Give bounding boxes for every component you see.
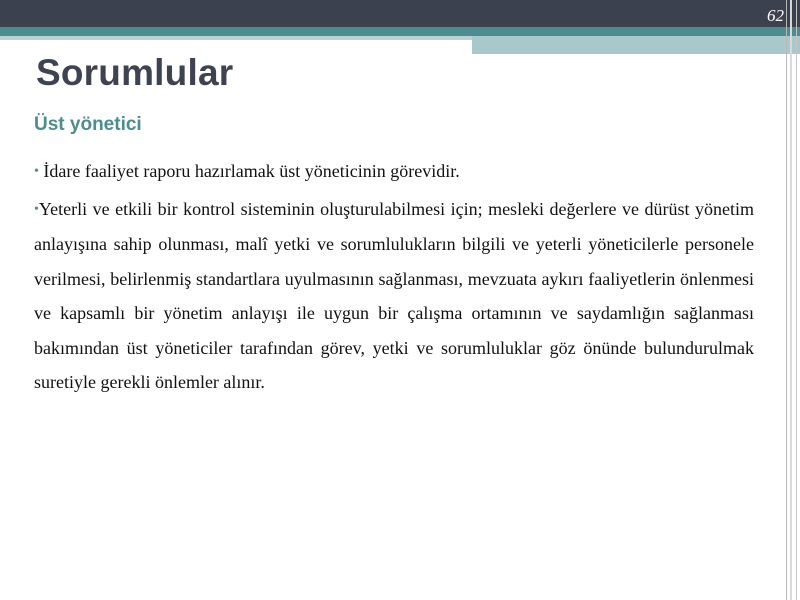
decorative-line [786, 0, 787, 600]
decorative-line [790, 0, 792, 600]
bullet-text: İdare faaliyet raporu hazırlamak üst yöneticinin görevidir. [38, 161, 460, 181]
bullet-icon: • [34, 201, 39, 217]
bullet-item [34, 154, 754, 190]
slide-subtitle: Üst yönetici [34, 114, 142, 135]
bullet-text: Yeterli ve etkili bir kontrol sisteminin oluşturulabilmesi için; mesleki değerlere ve dürüst yönetim anlayışına sahip olunması, malî yetki ve sorumlulukların bilgili ve yeterli yöneticilerle personele verilmesi, belirlenmiş standartlara uyulmasının sağlanması, mevzuata aykırı faaliyetlerin önlenmesi ve kapsamlı bir yönetim anlayışı ile uygun bir çalışma ortamının ve saydamlığın sağlanması bakımından üst yöneticiler tarafından görev, yetki ve sorumluluklar göz önünde bulundurulmak suretiyle gerekli önlemler alınır. [34, 198, 754, 392]
header-band-dark [0, 0, 800, 27]
bullet-item [34, 192, 754, 400]
bullet-icon: • [34, 164, 39, 179]
header-band-light-right [472, 36, 800, 54]
decorative-line [796, 0, 797, 600]
page-number: 62 [767, 6, 784, 25]
slide-title: Sorumlular [36, 52, 234, 93]
bullet-list [34, 154, 754, 400]
